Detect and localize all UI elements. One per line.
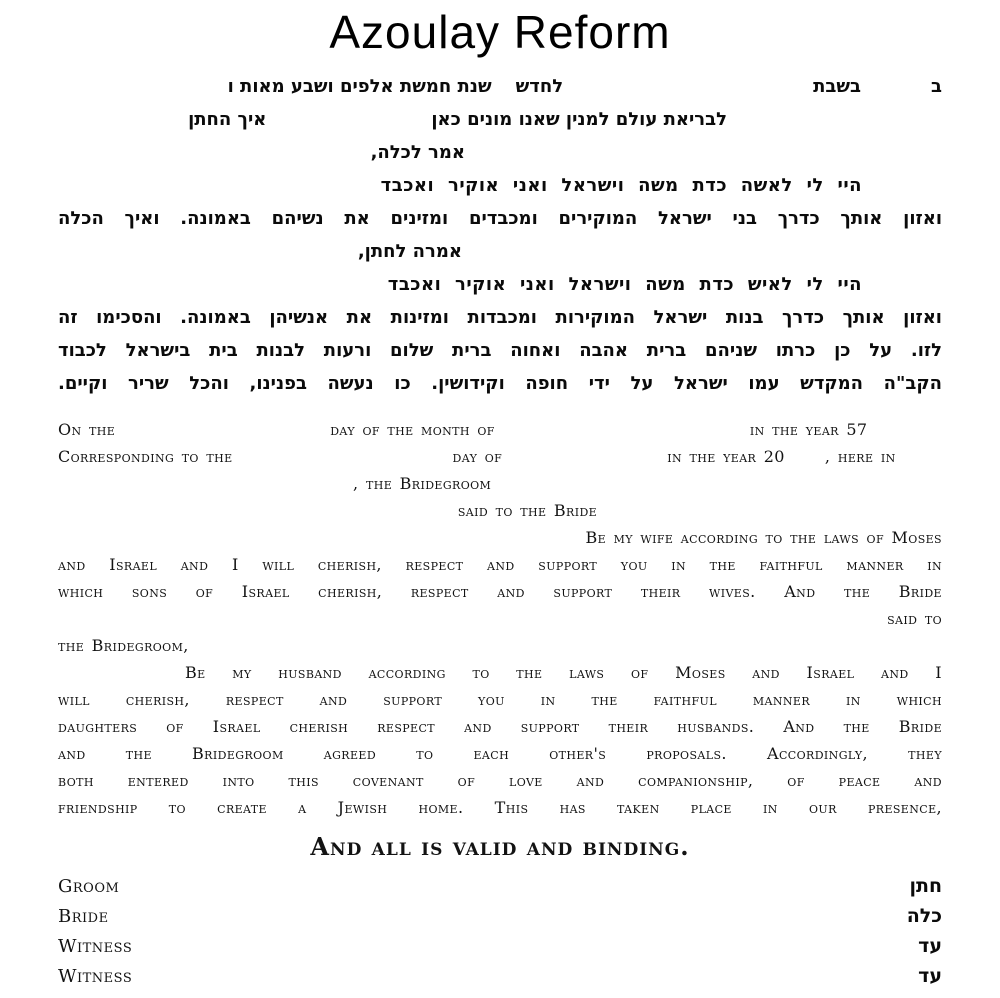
blank-civil-month: [502, 460, 667, 462]
english-said-to-bride-line: said to the Bride: [457, 501, 598, 520]
english-day-of: day of: [452, 447, 503, 466]
english-month-phrase: day of the month of: [330, 420, 495, 439]
english-groom-vow-line-3: which sons of Israel cherish, respect and support their wives. And the Bride: [58, 582, 942, 601]
english-on-the: On the: [58, 420, 116, 439]
hebrew-said-to-bride: אמר לכלה,: [370, 142, 465, 163]
blank-month-name: [492, 90, 516, 92]
english-bride-vow-line-2: will cherish, respect and support you in the faithful manner in which: [58, 690, 942, 709]
signature-row-bride: [58, 905, 942, 935]
signature-block: [58, 875, 942, 995]
hebrew-bride-said-line: [58, 235, 942, 268]
groom-signature-label: Groom: [58, 876, 120, 897]
witness-1-hebrew-label: עד: [918, 935, 942, 957]
english-bride-vow-line-3: daughters of Israel cherish respect and support their husbands. And the Bride: [58, 717, 942, 736]
english-text-block: [58, 416, 942, 821]
witness-2-hebrew-label: עד: [918, 965, 942, 987]
witness-2-signature-label: Witness: [58, 966, 133, 987]
hebrew-bride-vow-line-1: היי לי לאיש כדת משה וישראל ואני אוקיר ואכבד: [387, 274, 862, 295]
blank-day: [115, 433, 330, 435]
blank-bride-name: [462, 255, 942, 257]
hebrew-text-block: [58, 70, 942, 400]
english-date-line-1: [58, 416, 942, 443]
hebrew-said-to-groom: אמרה לחתן,: [357, 241, 462, 262]
english-date-line-2: [58, 443, 942, 470]
blank-groom-name: [465, 156, 942, 158]
english-here-in: , here in: [824, 447, 896, 466]
hebrew-groom-said-line: [58, 136, 942, 169]
hebrew-covenant-line-1: לזו. על כן כרתו שניהם ברית אהבה ואחוה ברית שלום ורעות לבנות בית בישראל לכבוד: [58, 340, 942, 361]
hebrew-date-prefix: ב: [931, 76, 942, 97]
blank-month-day: [563, 90, 813, 92]
english-groom-vow-line-1: Be my wife according to the laws of Moses: [585, 528, 942, 547]
signature-row-groom: [58, 875, 942, 905]
bride-signature-label: Bride: [58, 906, 109, 927]
hebrew-groom-vow-line-2: ואזון אותך כדרך בני ישראל המוקירים ומכבדים ומזינים את נשיהם באמונה. ואיך הכלה: [58, 208, 942, 229]
english-bride-vow-line-5: both entered into this covenant of love and companionship, of peace and: [58, 771, 942, 790]
blank-month: [495, 433, 750, 435]
english-bridegroom-appos: , the Bridegroom: [353, 474, 492, 493]
hebrew-of-month: לחדש: [515, 76, 564, 97]
english-corresponding: Corresponding to the: [58, 447, 233, 466]
hebrew-date-line: [58, 70, 942, 103]
witness-1-signature-label: Witness: [58, 936, 133, 957]
english-civil-year: in the year 20: [667, 447, 785, 466]
english-the-bridegroom-line: the Bridegroom,: [58, 636, 189, 655]
hebrew-groom-vow-line-1: היי לי לאשה כדת משה וישראל ואני אוקיר ואכבד: [380, 175, 862, 196]
hebrew-creation-phrase: לבריאת עולם למנין שאנו מונים כאן: [431, 109, 727, 130]
blank-city-and-groom-name: [58, 487, 353, 489]
bride-hebrew-label: כלה: [906, 905, 942, 927]
hebrew-how-the-groom: איך החתן: [188, 109, 267, 130]
english-groom-vow-line-2: and Israel and I will cherish, respect and support you in the faithful manner in: [58, 555, 942, 574]
blank-civil-day: [233, 460, 453, 462]
blank-week-day: [861, 90, 931, 92]
document-title: Azoulay Reform: [329, 6, 671, 58]
blank-year-digits: [727, 123, 942, 125]
english-bridegroom-line: [58, 470, 942, 497]
english-hebrew-year: in the year 57: [749, 420, 868, 439]
hebrew-bride-vow-line-2: ואזון אותך כדרך בנות ישראל המוקירות ומכבדות ומזינות את אנשיהן באמונה. והסכימו זה: [58, 307, 942, 328]
closing-declaration: And all is valid and binding.: [310, 832, 690, 861]
signature-row-witness-2: [58, 965, 942, 995]
blank-civil-year-digits: [785, 460, 825, 462]
english-bride-vow-line-4: and the Bridegroom agreed to each other's proposals. Accordingly, they: [58, 744, 942, 763]
signature-row-witness-1: [58, 935, 942, 965]
hebrew-year-phrase: שנת חמשת אלפים ושבע מאות ו: [227, 76, 492, 97]
hebrew-on-week: בשבת: [813, 76, 862, 97]
english-bride-vow-line-6: friendship to create a Jewish home. This has taken place in our presence,: [58, 798, 942, 817]
hebrew-covenant-line-2: הקב"ה המקדש עמו ישראל על ידי חופה וקידושין. כו נעשה בפנינו, והכל שריר וקיים.: [58, 373, 942, 394]
hebrew-place-line: [58, 103, 942, 136]
groom-hebrew-label: חתן: [909, 875, 942, 897]
english-bride-vow-line-1: Be my husband according to the laws of Moses and Israel and I: [185, 663, 942, 682]
ketubah-document: [0, 4, 1000, 998]
english-said-to-line: said to: [887, 609, 942, 628]
blank-city-name: [266, 123, 431, 125]
